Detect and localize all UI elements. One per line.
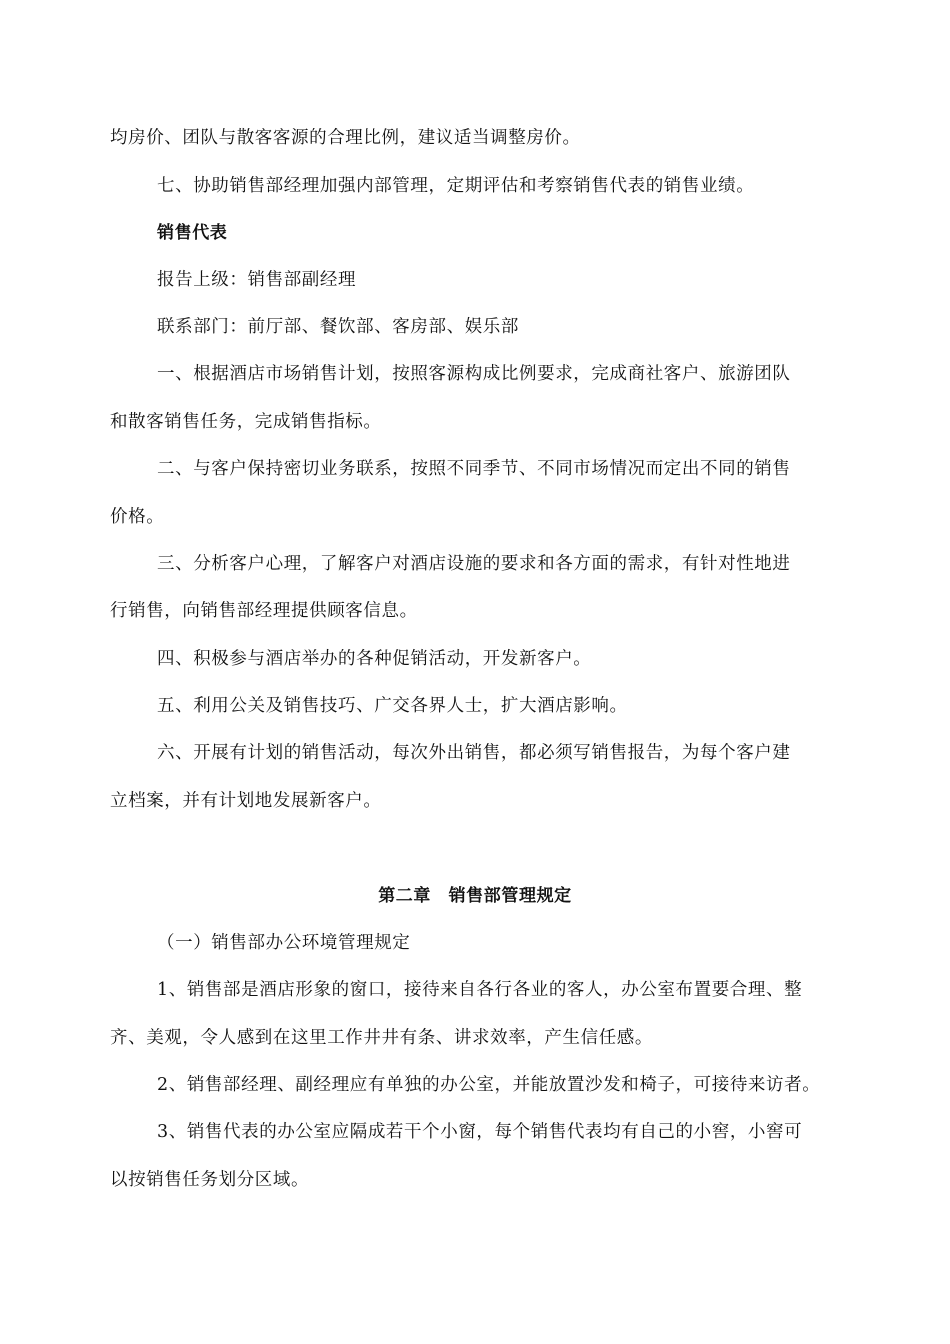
paragraph-line: 2、销售部经理、副经理应有单独的办公室，并能放置沙发和椅子，可接待来访者。 bbox=[157, 1075, 821, 1095]
subsection-heading: （一）销售部办公环境管理规定 bbox=[157, 933, 411, 953]
section-heading: 销售代表 bbox=[157, 223, 228, 243]
paragraph-line: 六、开展有计划的销售活动，每次外出销售，都必须写销售报告，为每个客户建 bbox=[157, 743, 791, 763]
paragraph-line: 价格。 bbox=[110, 507, 165, 527]
paragraph-line: 七、协助销售部经理加强内部管理，定期评估和考察销售代表的销售业绩。 bbox=[157, 176, 755, 196]
paragraph-line: 报告上级：销售部副经理 bbox=[157, 270, 357, 290]
paragraph-line: 齐、美观，令人感到在这里工作井井有条、讲求效率，产生信任感。 bbox=[110, 1028, 653, 1048]
paragraph-line: 以按销售任务划分区域。 bbox=[110, 1170, 310, 1190]
paragraph-line: 联系部门：前厅部、餐饮部、客房部、娱乐部 bbox=[157, 317, 519, 337]
paragraph-line: 行销售，向销售部经理提供顾客信息。 bbox=[110, 601, 418, 621]
paragraph-line: 3、销售代表的办公室应隔成若干个小窗，每个销售代表均有自己的小窖，小窖可 bbox=[157, 1122, 803, 1142]
paragraph-line: 和散客销售任务，完成销售指标。 bbox=[110, 412, 382, 432]
paragraph-line: 二、与客户保持密切业务联系，按照不同季节、不同市场情况而定出不同的销售 bbox=[157, 459, 791, 479]
paragraph-line: 均房价、团队与散客客源的合理比例，建议适当调整房价。 bbox=[110, 128, 581, 148]
paragraph-line: 一、根据酒店市场销售计划，按照客源构成比例要求，完成商社客户、旅游团队 bbox=[157, 364, 791, 384]
chapter-title: 第二章 销售部管理规定 bbox=[378, 886, 572, 906]
paragraph-line: 1、销售部是酒店形象的窗口，接待来自各行各业的客人，办公室布置要合理、整 bbox=[157, 980, 803, 1000]
paragraph-line: 五、利用公关及销售技巧、广交各界人士，扩大酒店影响。 bbox=[157, 696, 628, 716]
paragraph-line: 四、积极参与酒店举办的各种促销活动，开发新客户。 bbox=[157, 649, 592, 669]
paragraph-line: 立档案，并有计划地发展新客户。 bbox=[110, 791, 382, 811]
paragraph-line: 三、分析客户心理，了解客户对酒店设施的要求和各方面的需求，有针对性地进 bbox=[157, 554, 791, 574]
